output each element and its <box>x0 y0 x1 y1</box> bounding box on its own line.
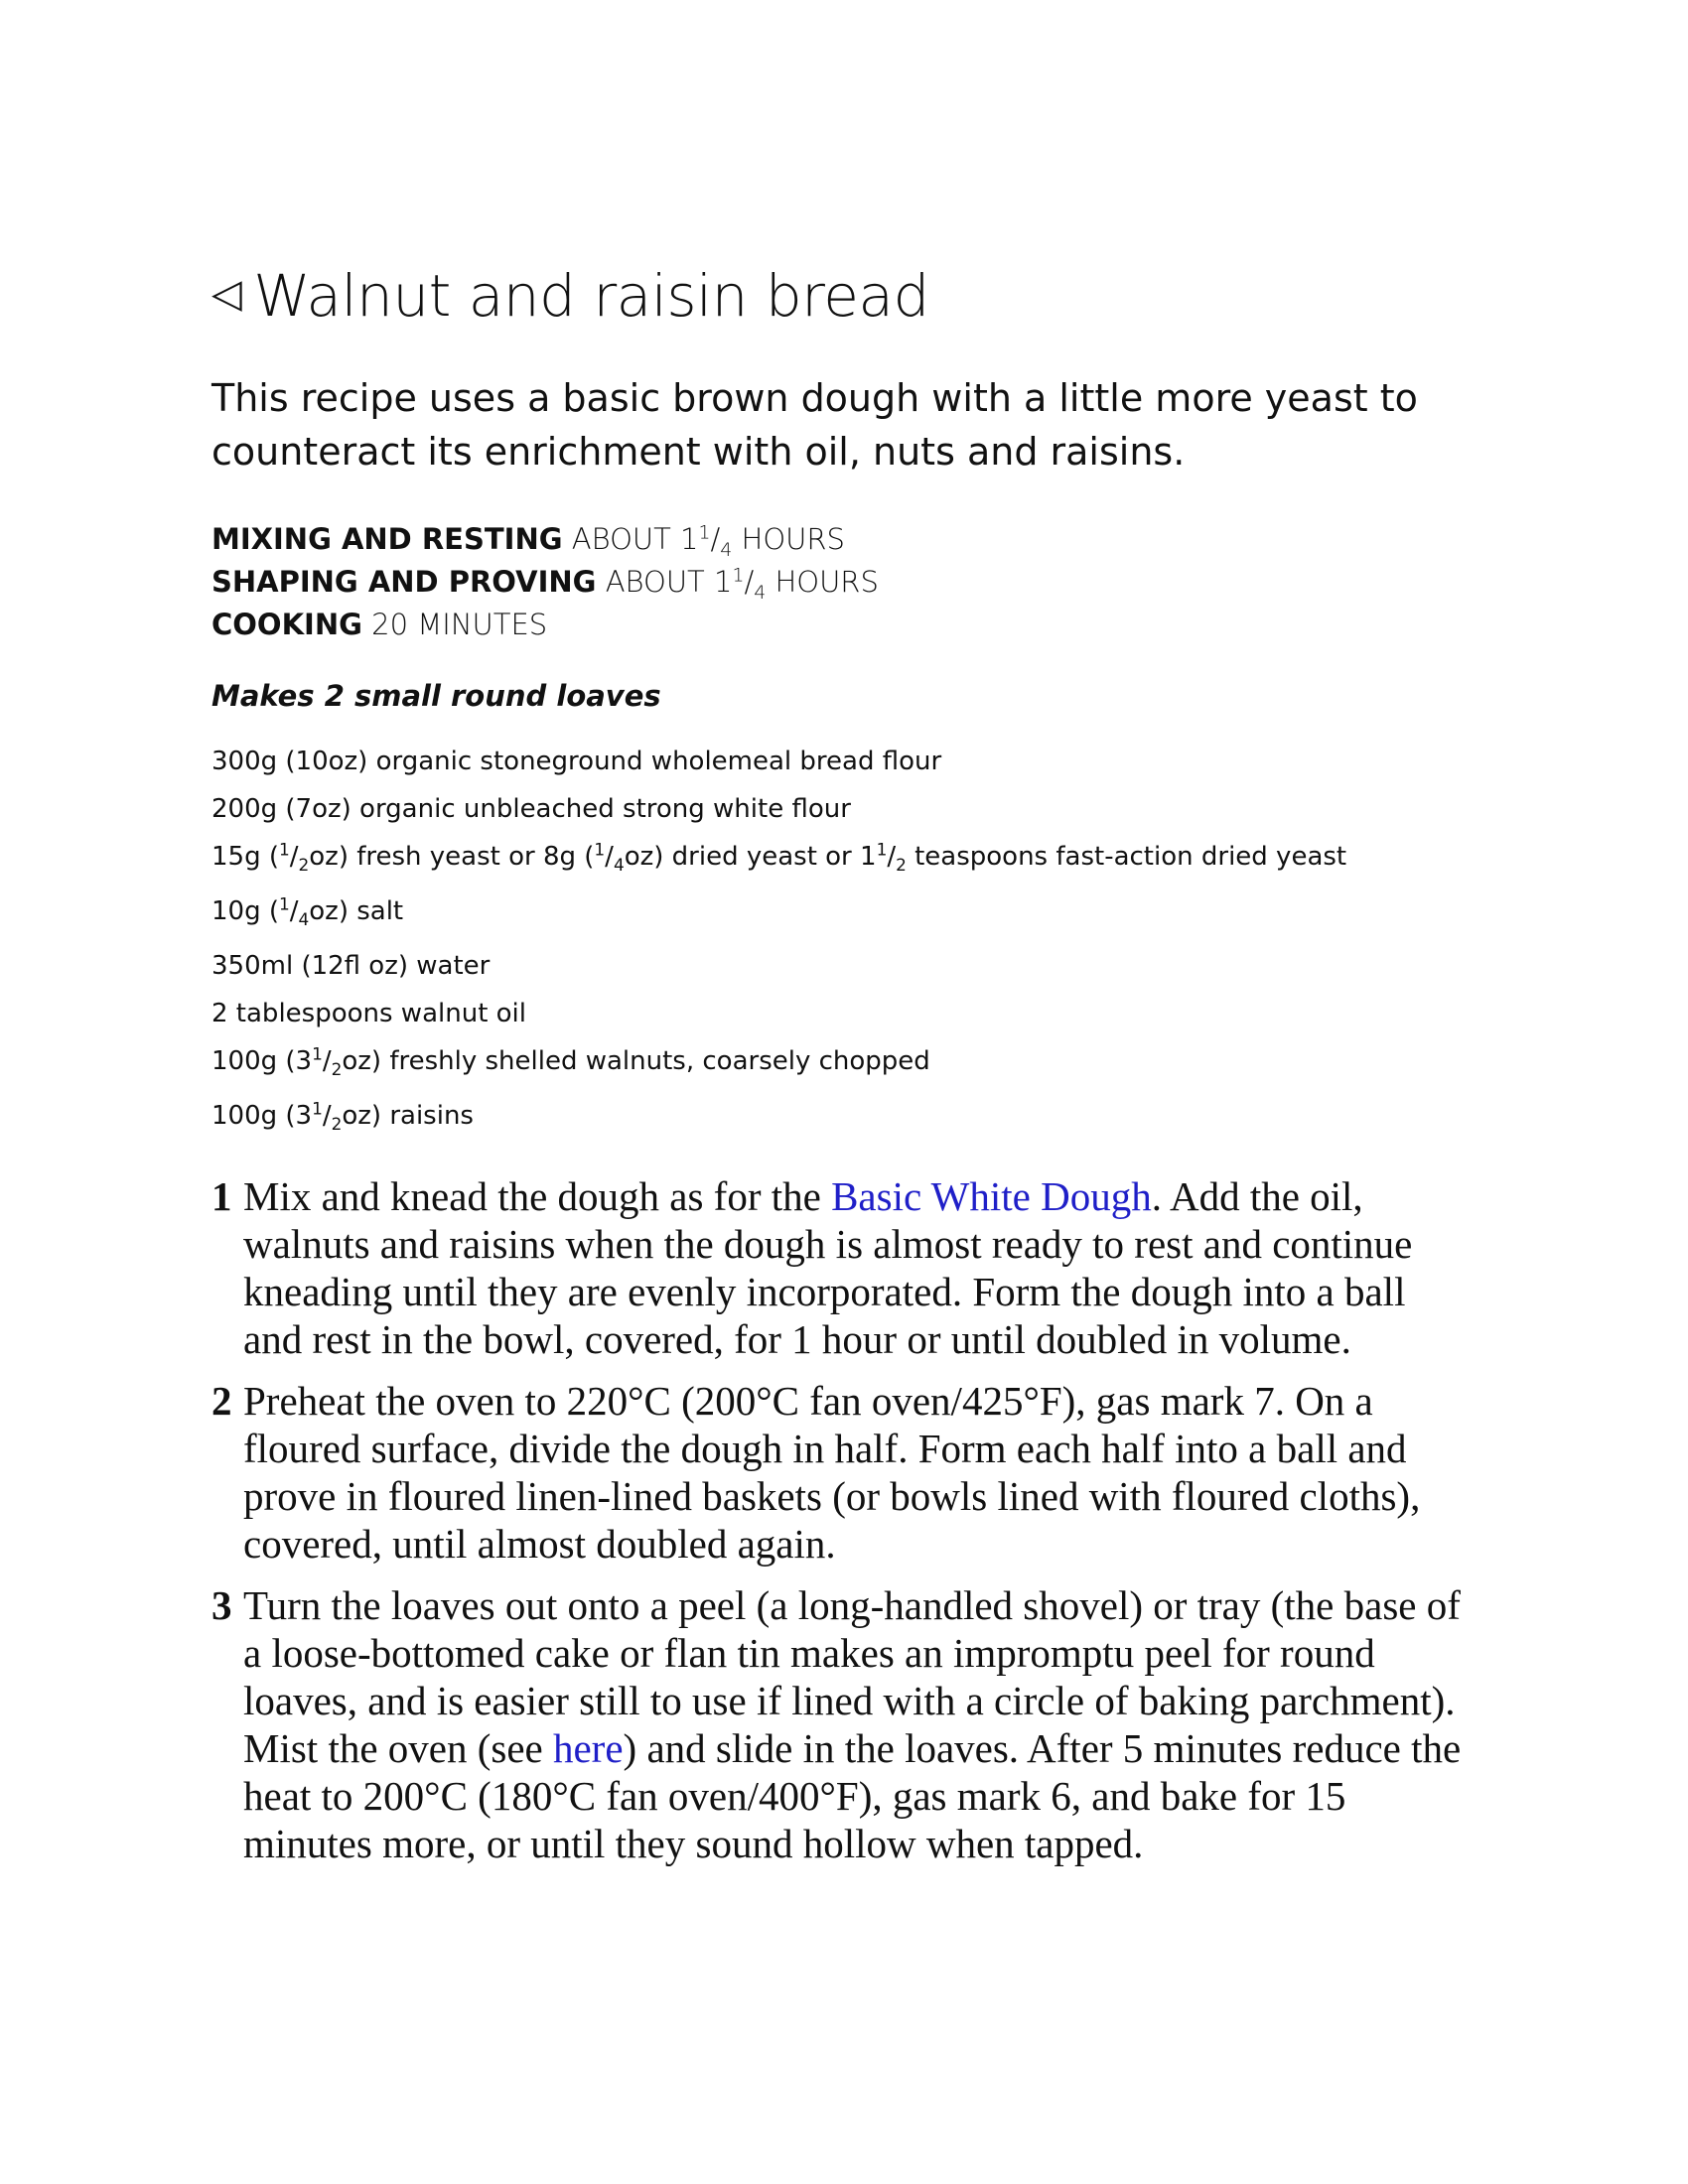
timing-block <box>211 518 1463 646</box>
step-text: Mix and knead the dough as for the Basic White Dough. Add the oil, walnuts and raisins when the dough is almost ready to rest and continue kneading until they are evenly incorporated. Form the dough into a ball and rest in the bowl, covered, for 1 hour or until doubled in volume. <box>243 1173 1413 1362</box>
method-steps <box>211 1172 1463 1867</box>
step-text: Preheat the oven to 220°C (200°C fan oven/425°F), gas mark 7. On a floured surface, divide the dough in half. Form each half into a ball and prove in floured linen-lined baskets (or bowls lined with floured cloths), covered, until almost doubled again. <box>243 1378 1421 1567</box>
ingredient-item: 350ml (12fl oz) water <box>211 951 491 981</box>
step-number: 3 <box>211 1582 232 1628</box>
step-number: 2 <box>211 1378 232 1424</box>
basic-white-dough-link[interactable]: Basic White Dough <box>831 1173 1152 1219</box>
ingredient-item: 100g $(3^1/_2oz)$ freshly shelled walnuts, coarsely chopped <box>211 1043 930 1080</box>
timing-shaping <box>211 561 1463 604</box>
method-step <box>211 1377 1463 1568</box>
timing-value: ABOUT $1^1/_4$ HOURS <box>605 565 879 604</box>
timing-label: SHAPING AND PROVING <box>211 565 597 599</box>
recipe-title <box>211 260 1463 332</box>
recipe-title-text: Walnut and raisin bread <box>253 262 929 330</box>
ingredient-list <box>211 738 1463 1147</box>
ingredient-item: 15g $(^1/_2oz)$ fresh yeast or 8g $(^1/_4oz)$ dried yeast or $1^1/_2$ teaspoons fast-action dried yeast <box>211 839 1347 876</box>
timing-cooking <box>211 604 1463 646</box>
recipe-intro: This recipe uses a basic brown dough with a little more yeast to counteract its enrichment with oil, nuts and raisins. <box>211 376 1418 474</box>
timing-label: COOKING <box>211 608 362 641</box>
back-triangle-icon[interactable]: ◁ <box>211 271 242 317</box>
ingredient-item: 2 tablespoons walnut oil <box>211 999 527 1028</box>
mist-oven-link[interactable]: here <box>552 1725 624 1771</box>
timing-label: MIXING AND RESTING <box>211 522 563 556</box>
method-step <box>211 1172 1463 1363</box>
timing-mixing <box>211 518 1463 561</box>
step-text: Turn the loaves out onto a peel (a long-handled shovel) or tray (the base of a loose-bottomed cake or flan tin makes an impromptu peel for round loaves, and is easier still to use if lined with a circle of baking parchment). Mist the oven (see here) and slide in the loaves. After 5 minutes reduce the heat to 200°C (180°C fan oven/400°F), gas mark 6, and bake for 15 minutes more, or until they sound hollow when tapped. <box>243 1582 1462 1866</box>
step-number: 1 <box>211 1173 232 1219</box>
timing-value: 20 MINUTES <box>371 608 548 641</box>
ingredient-item: 300g (10oz) organic stoneground wholemeal bread flour <box>211 747 942 776</box>
ingredient-item: 200g (7oz) organic unbleached strong white flour <box>211 794 851 824</box>
yield-text: Makes 2 small round loaves <box>211 679 661 713</box>
method-step <box>211 1581 1463 1867</box>
recipe-page <box>211 260 1463 1881</box>
ingredient-item: 100g $(3^1/_2oz)$ raisins <box>211 1098 474 1135</box>
ingredient-item: 10g $(^1/_4oz)$ salt <box>211 893 404 930</box>
timing-value: ABOUT $1^1/_4$ HOURS <box>571 522 845 561</box>
